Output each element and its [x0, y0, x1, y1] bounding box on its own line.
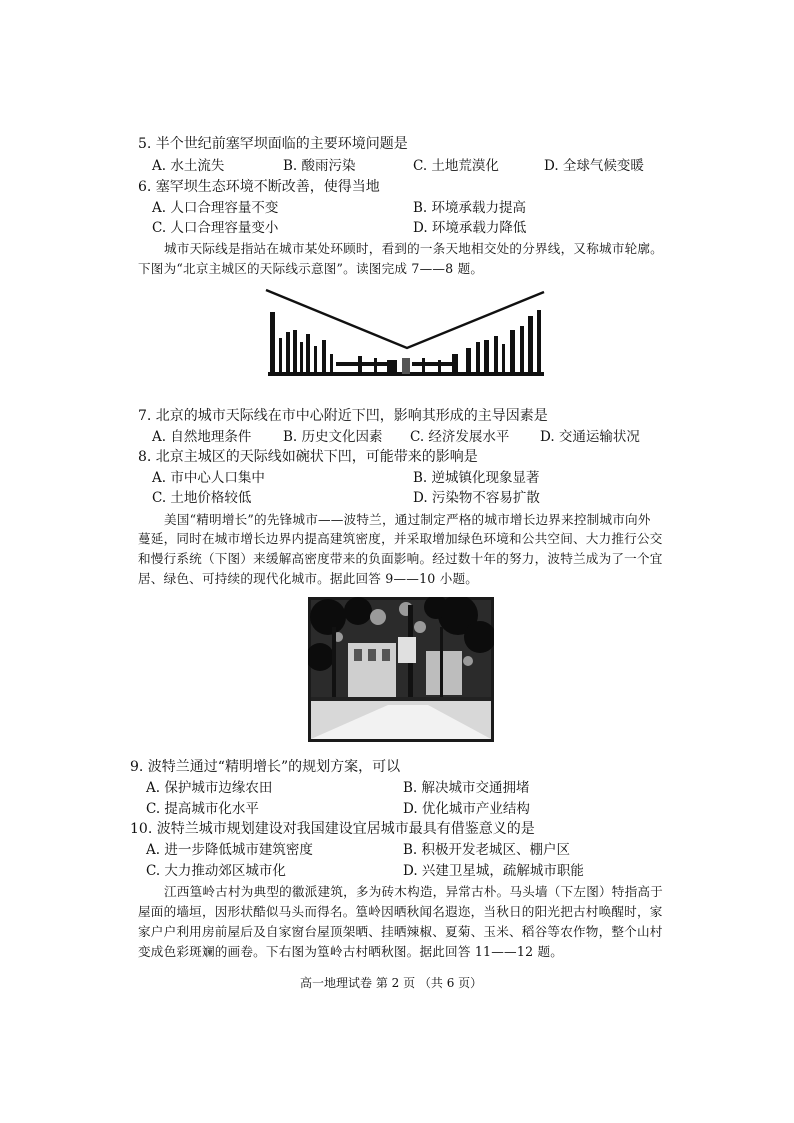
passage1-line-2: 下图为“北京主城区的天际线示意图”。读图完成 7——8 题。 — [138, 261, 484, 276]
passage3-line-2: 屋面的墙垣，因形状酷似马头而得名。篁岭因晒秋闻名遐迩，当秋日的阳光把古村唤醒时，家 — [138, 904, 663, 919]
q5-option-c: C. 土地荒漠化 — [413, 158, 499, 174]
q9-option-a: A. 保护城市边缘农田 — [146, 780, 273, 796]
q5-option-d: D. 全球气候变暖 — [544, 158, 644, 174]
q8-option-b: B. 逆城镇化现象显著 — [413, 470, 540, 486]
portland-street-photo — [308, 597, 494, 742]
page-footer: 高一地理试卷 第 2 页 （共 6 页） — [300, 976, 483, 990]
passage3-line-1: 江西篁岭古村为典型的徽派建筑，多为砖木构造，异常古朴。马头墙（下左图）特指高于 — [164, 884, 663, 899]
q10-stem: 10. 波特兰城市规划建设对我国建设宜居城市最具有借鉴意义的是 — [130, 821, 535, 837]
q7-option-b: B. 历史文化因素 — [283, 429, 383, 445]
q6-option-a: A. 人口合理容量不变 — [152, 200, 279, 216]
q5-stem: 5. 半个世纪前塞罕坝面临的主要环境问题是 — [138, 136, 408, 152]
q7-option-d: D. 交通运输状况 — [540, 429, 640, 445]
q9-option-c: C. 提高城市化水平 — [146, 801, 259, 817]
q9-option-d: D. 优化城市产业结构 — [403, 801, 530, 817]
q7-stem: 7. 北京的城市天际线在市中心附近下凹，影响其形成的主导因素是 — [138, 408, 548, 424]
passage2-line-1: 美国“精明增长”的先锋城市——波特兰，通过制定严格的城市增长边界来控制城市向外 — [164, 512, 651, 527]
q8-option-a: A. 市中心人口集中 — [152, 470, 265, 486]
q6-option-c: C. 人口合理容量变小 — [152, 220, 279, 236]
q5-option-a: A. 水土流失 — [152, 158, 225, 174]
q7-option-a: A. 自然地理条件 — [152, 429, 252, 445]
q10-option-c: C. 大力推动郊区城市化 — [146, 863, 286, 879]
passage2-line-4: 居、绿色、可持续的现代化城市。据此回答 9——10 小题。 — [138, 571, 479, 586]
q8-option-c: C. 土地价格较低 — [152, 490, 252, 506]
q7-option-c: C. 经济发展水平 — [410, 429, 510, 445]
q6-option-b: B. 环境承载力提高 — [413, 200, 527, 216]
q10-option-b: B. 积极开发老城区、棚户区 — [403, 842, 571, 858]
q10-option-a: A. 进一步降低城市建筑密度 — [146, 842, 313, 858]
passage1-line-1: 城市天际线是指站在城市某处环顾时，看到的一条天地相交处的分界线，又称城市轮廓。 — [164, 241, 663, 256]
q9-stem: 9. 波特兰通过“精明增长”的规划方案，可以 — [130, 759, 401, 775]
passage3-line-3: 家户户利用房前屋后及自家窗台屋顶架晒、挂晒辣椒、夏菊、玉米、稻谷等农作物，整个山村 — [138, 924, 663, 939]
q10-option-d: D. 兴建卫星城，疏解城市职能 — [403, 863, 584, 879]
q8-stem: 8. 北京主城区的天际线如碗状下凹，可能带来的影响是 — [138, 449, 478, 465]
q6-option-d: D. 环境承载力降低 — [413, 220, 527, 236]
q5-option-b: B. 酸雨污染 — [283, 158, 356, 174]
q9-option-b: B. 解决城市交通拥堵 — [403, 780, 530, 796]
passage2-line-3: 和慢行系统（下图）来缓解高密度带来的负面影响。经过数十年的努力，波特兰成为了一个宜 — [138, 551, 663, 566]
passage3-line-4: 变成色彩斑斓的画卷。下右图为篁岭古村晒秋图。据此回答 11——12 题。 — [138, 944, 564, 959]
q8-option-d: D. 污染物不容易扩散 — [413, 490, 540, 506]
beijing-skyline-diagram — [262, 286, 552, 386]
q6-stem: 6. 塞罕坝生态环境不断改善，使得当地 — [138, 179, 380, 195]
passage2-line-2: 蔓延，同时在城市增长边界内提高建筑密度，并采取增加绿色环境和公共空间、大力推行公交 — [138, 531, 663, 546]
